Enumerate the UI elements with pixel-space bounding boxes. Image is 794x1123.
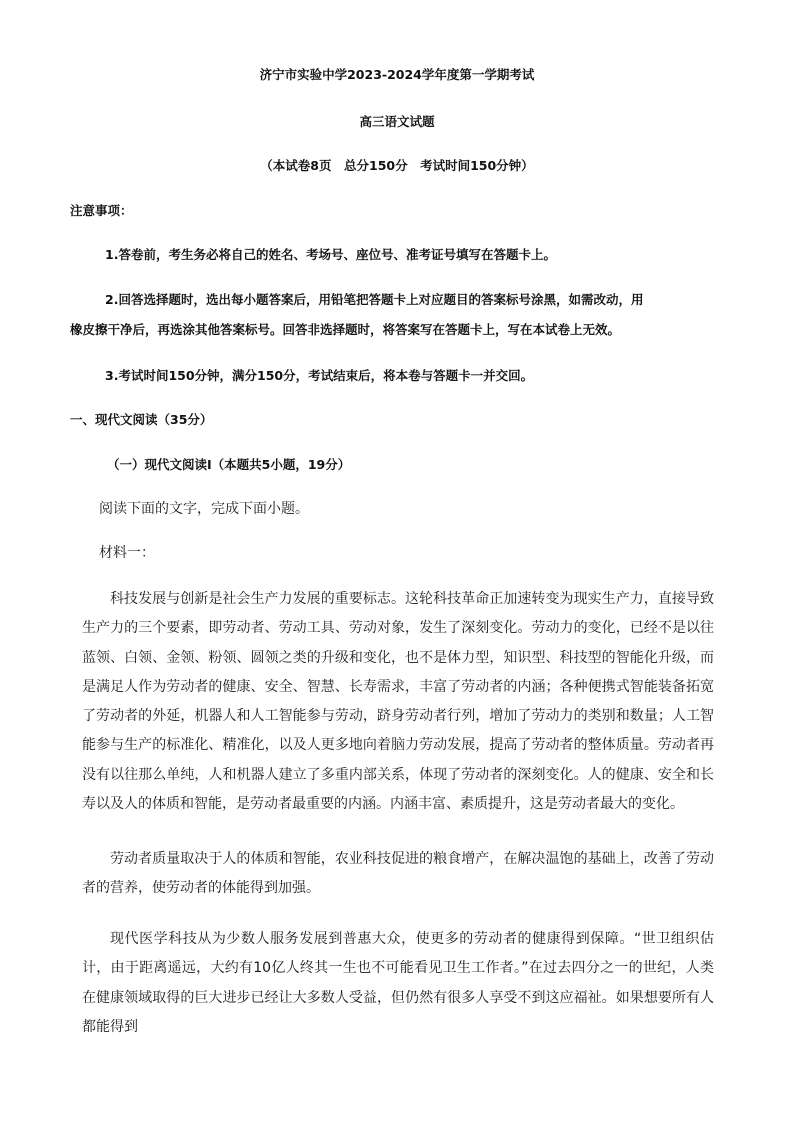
- material-paragraph-2: 劳动者质量取决于人的体质和智能，农业科技促进的粮食增产，在解决温饱的基础上，改善了劳动者的营养，使劳动者的体能得到加强。: [82, 851, 714, 897]
- notice-item-2: 2.回答选择题时，选出每小题答案后，用铅笔把答题卡上对应题目的答案标号涂黑，如需改动，用: [105, 292, 644, 307]
- material-paragraph-1: 科技发展与创新是社会生产力发展的重要标志。这轮科技革命正加速转变为现实生产力，直接导致生产力的三个要素，即劳动者、劳动工具、劳动对象，发生了深刻变化。劳动力的变化，已经不是以往蓝领、白领、金领、粉领、圆领之类的升级和变化，也不是体力型，知识型、科技型的智能化升级，而是满足人作为劳动者的健康、安全、智慧、长寿需求，丰富了劳动者的内涵；各种便携式智能装备拓宽了劳动者的外延，机器人和人工智能参与劳动，跻身劳动者行列，增加了劳动力的类别和数量；人工智能参与生产的标准化、精准化，以及人更多地向着脑力劳动发展，提高了劳动者的整体质量。劳动者再没有以往那么单纯，人和机器人建立了多重内部关系，体现了劳动者的深刻变化。人的健康、安全和长寿以及人的体质和智能，是劳动者最重要的内涵。内涵丰富、素质提升，这是劳动者最大的变化。: [82, 591, 714, 813]
- exam-subtitle: 高三语文试题: [359, 114, 435, 129]
- material-label: 材料一：: [99, 545, 155, 561]
- notice-item-2-continued: 橡皮擦干净后，再选涂其他答案标号。回答非选择题时，将答案写在答题卡上，写在本试卷上无效。: [70, 322, 621, 337]
- exam-info: （本试卷8页 总分150分 考试时间150分钟）: [260, 158, 534, 173]
- section-heading: 一、现代文阅读（35分）: [70, 412, 213, 427]
- material-paragraph-3: 现代医学科技从为少数人服务发展到普惠大众，使更多的劳动者的健康得到保障。“世卫组织估计，由于距离遥远，大约有10亿人终其一生也不可能看见卫生工作者。”在过去四分之一的世纪，人类在健康领域取得的巨大进步已经让大多数人受益，但仍然有很多人享受不到这应福祉。如果想要所有人都能得到: [82, 931, 714, 1035]
- notice-item-1: 1.答卷前，考生务必将自己的姓名、考场号、座位号、准考证号填写在答题卡上。: [105, 247, 556, 262]
- notice-heading: 注意事项：: [70, 203, 133, 218]
- exam-title: 济宁市实验中学2023-2024学年度第一学期考试: [259, 67, 535, 82]
- subsection-heading: （一）现代文阅读Ⅰ（本题共5小题，19分）: [107, 457, 351, 472]
- notice-item-3: 3.考试时间150分钟，满分150分，考试结束后，将本卷与答题卡一并交回。: [105, 368, 534, 383]
- reading-instruction: 阅读下面的文字，完成下面小题。: [99, 501, 309, 517]
